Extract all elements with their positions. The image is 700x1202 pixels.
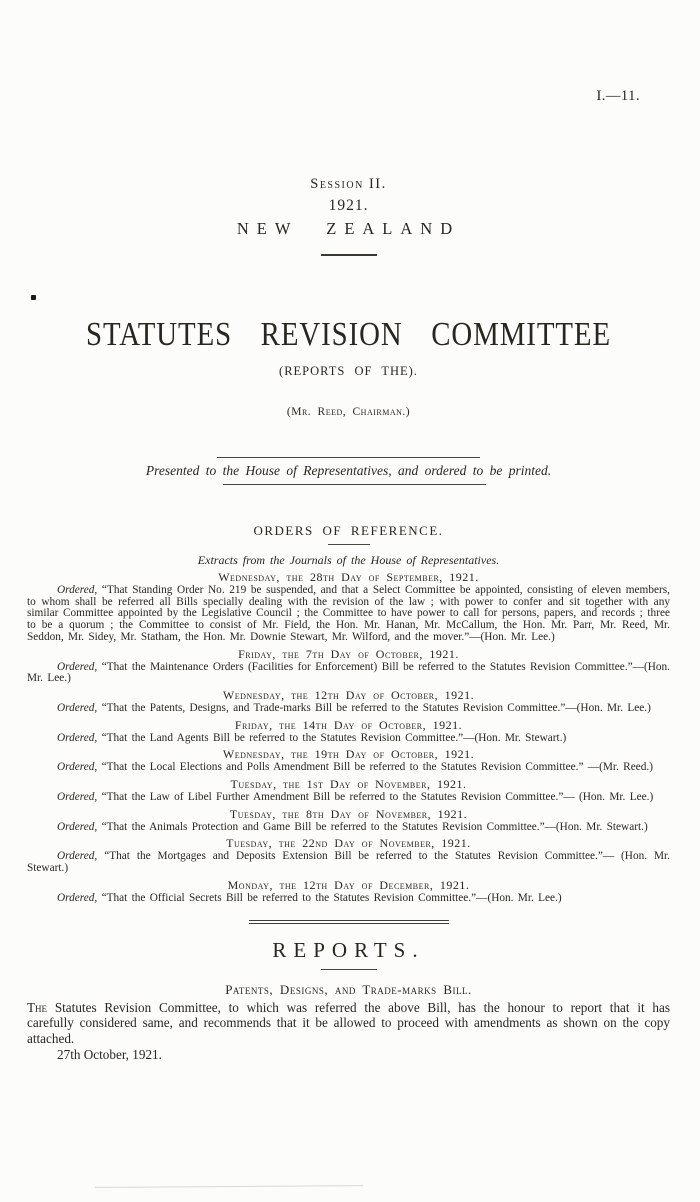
order-paragraph (27, 822, 670, 834)
paper-reference-number: I.—11. (596, 88, 640, 104)
presented-block (27, 457, 670, 485)
date-heading: Wednesday, the 19th Day of October, 1921. (222, 747, 475, 762)
ordered-label: Ordered, (57, 660, 98, 673)
divider-rule (217, 457, 480, 458)
order-section (27, 570, 670, 644)
report-body (27, 1000, 670, 1047)
order-text: “That the Patents, Designs, and Trade-marks Bill be referred to the Statutes Revision Committee.”—(Hon. Mr. Lee.) (101, 701, 651, 714)
session-line: Session II. (310, 176, 387, 192)
order-text: “That the Mortgages and Deposits Extension Bill be referred to the Statutes Revision Committee.”— (Hon. Mr. Stewart.) (27, 850, 670, 875)
date-heading: Friday, the 14th Day of October, 1921. (234, 717, 463, 732)
page-title: STATUTES REVISION COMMITTEE (85, 314, 611, 353)
order-paragraph (27, 585, 670, 644)
date-heading: Tuesday, the 1st Day of November, 1921. (230, 777, 467, 792)
ink-speck (31, 295, 36, 300)
order-section (27, 777, 670, 804)
order-paragraph (27, 733, 670, 745)
report-date: 27th October, 1921. (57, 1047, 162, 1063)
order-section (27, 807, 670, 834)
bill-heading: Patents, Designs, and Trade-marks Bill. (225, 981, 472, 997)
divider-rule (321, 254, 377, 256)
date-heading: Monday, the 12th Day of December, 1921. (227, 877, 470, 892)
extracts-source-line: Extracts from the Journals of the House of Representatives. (197, 553, 500, 567)
ordered-label: Ordered, (57, 701, 98, 714)
order-text: “That the Law of Libel Further Amendment Bill be referred to the Statutes Revision Committee.”— (Hon. Mr. Lee.) (101, 791, 654, 804)
order-paragraph (27, 851, 670, 874)
order-text: “That the Official Secrets Bill be referred to the Statutes Revision Committee.”—(Hon. Mr. Lee.) (101, 891, 562, 904)
subtitle: (REPORTS OF THE). (279, 364, 418, 378)
ordered-label: Ordered, (57, 850, 98, 863)
presented-line: Presented to the House of Representatives, and ordered to be printed. (145, 463, 552, 478)
order-text: “That the Land Agents Bill be referred to the Statutes Revision Committee.”—(Hon. Mr. Stewart.) (101, 731, 567, 744)
order-section (27, 718, 670, 745)
divider-rule (328, 544, 370, 545)
year-line: 1921. (328, 197, 369, 214)
order-section (27, 836, 670, 874)
order-section (27, 647, 670, 685)
date-heading: Wednesday, the 28th Day of September, 1921. (218, 570, 479, 584)
report-body-text: Statutes Revision Committee, to which was referred the above Bill, has the honour to report that it has carefully considered same, and recommends that it be allowed to proceed with amendments as shown on the copy attached. (27, 999, 670, 1046)
chairman-line: (Mr. Reed, Chairman.) (286, 406, 411, 418)
order-paragraph (27, 703, 670, 715)
ordered-label: Ordered, (57, 891, 98, 904)
order-text: “That the Local Elections and Polls Amendment Bill be referred to the Statutes Revision Committee.” —(Mr. Reed.) (101, 761, 653, 774)
date-heading: Tuesday, the 22nd Day of November, 1921. (226, 836, 471, 851)
ordered-label: Ordered, (57, 791, 98, 804)
ordered-label: Ordered, (57, 820, 98, 833)
order-paragraph (27, 662, 670, 685)
order-section (27, 878, 670, 905)
order-text: “That the Animals Protection and Game Bill be referred to the Statutes Revision Committee.”—(Hon. Mr. Stewart.) (101, 820, 648, 833)
date-heading: Wednesday, the 12th Day of October, 1921. (222, 687, 475, 702)
order-section (27, 747, 670, 774)
date-heading: Tuesday, the 8th Day of November, 1921. (229, 806, 468, 821)
report-lead-word: The (27, 999, 48, 1015)
order-text: “That Standing Order No. 219 be suspended, and that a Select Committee be appointed, consisting of eleven members, to whom shall be referred all Bills specially dealing with the revision of the law ; with power to confer and sit together with any similar Committee appointed by the Legislative Council ; the Committee to have power to call for persons, papers, and records ; three to be a quorum ; the Committee to consist of Mr. Field, the Hon. Mr. Hanan, Mr. McCallum, the Hon. Mr. Parr, Mr. Reed, Mr. Seddon, Mr. Sidey, Mr. Statham, the Hon. Mr. Downie Stewart, Mr. Wilford, and the mover.”—(Hon. Mr. Lee.) (27, 584, 670, 643)
divider-rule (321, 969, 377, 970)
country-line: NEW ZEALAND (236, 219, 461, 238)
ordered-label: Ordered, (57, 584, 98, 596)
order-paragraph (27, 792, 670, 804)
divider-rule (223, 484, 486, 485)
order-paragraph (27, 893, 670, 905)
order-section (27, 688, 670, 715)
orders-of-reference-sections (27, 570, 670, 905)
double-divider-rule (249, 920, 449, 924)
reports-heading: REPORTS. (272, 937, 425, 962)
ordered-label: Ordered, (57, 761, 98, 774)
order-text: “That the Maintenance Orders (Facilities for Enforcement) Bill be referred to the Statutes Revision Committee.”—(Hon. Mr. Lee.) (27, 660, 671, 685)
date-heading: Friday, the 7th Day of October, 1921. (238, 646, 459, 661)
ordered-label: Ordered, (57, 731, 98, 744)
order-paragraph (27, 762, 670, 774)
scan-scratch-mark (95, 1185, 363, 1188)
orders-of-reference-heading: ORDERS OF REFERENCE. (253, 523, 444, 538)
